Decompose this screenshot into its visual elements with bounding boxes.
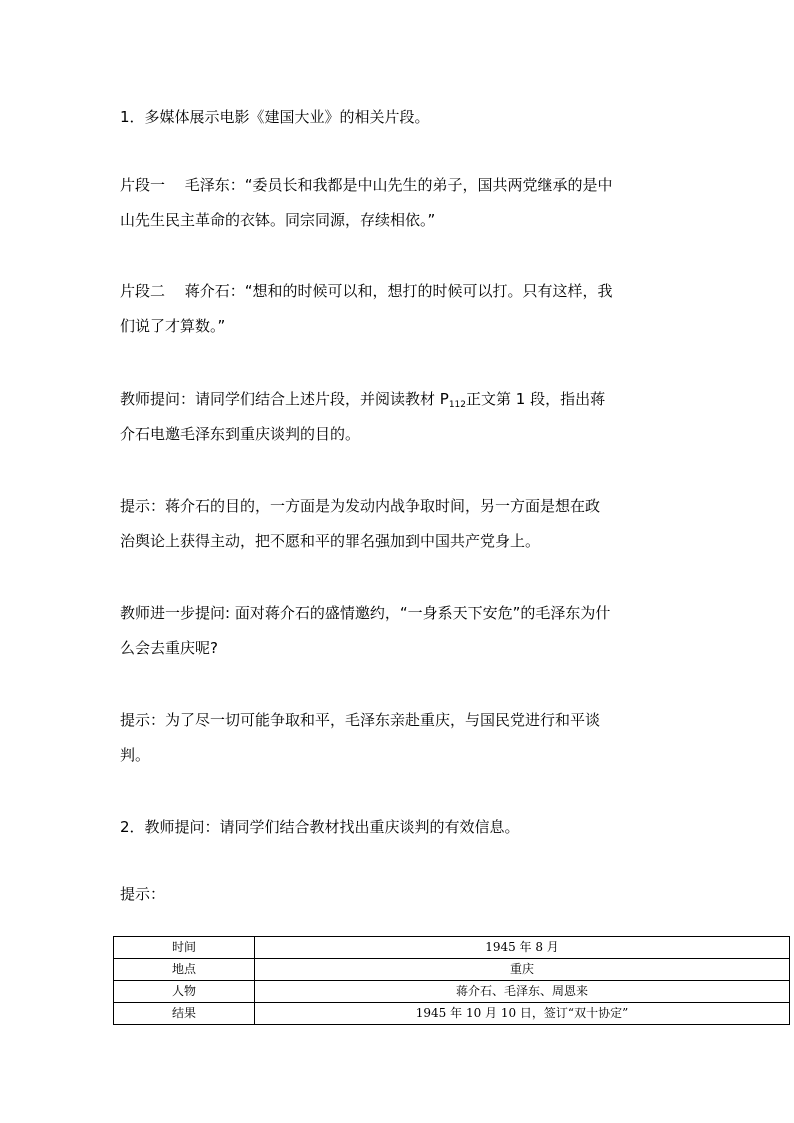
segment-1-paragraph — [120, 168, 676, 238]
segment-2-line-2: 们说了才算数。” — [120, 317, 226, 335]
hint-2-paragraph — [120, 703, 676, 773]
table-value-cell: 1945 年 8 月 — [255, 937, 790, 959]
question-2-line-1: 教师进一步提问: 面对蒋介石的盛情邀约，“一身系天下安危”的毛泽东为什 — [120, 604, 611, 622]
page-subscript: 112 — [448, 400, 467, 410]
table-row — [114, 981, 790, 1003]
segment-2-paragraph — [120, 274, 676, 344]
question-1-line-1 — [120, 382, 676, 417]
question-2-line-2: 么会去重庆呢? — [120, 639, 218, 657]
table-value-cell: 1945 年 10 月 10 日，签订“双十协定” — [255, 1003, 790, 1025]
table-row — [114, 1003, 790, 1025]
hint-1-paragraph — [120, 489, 676, 559]
hint-1-line-2: 治舆论上获得主动，把不愿和平的罪名强加到中国共产党身上。 — [120, 532, 541, 550]
hint-1-line-1: 提示：蒋介石的目的，一方面是为发动内战争取时间，另一方面是想在政 — [120, 497, 601, 515]
table-label-cell: 时间 — [114, 937, 255, 959]
hint-3-text: 提示： — [120, 885, 166, 903]
hint-2-line-2: 判。 — [120, 746, 151, 764]
hint-2-line-1: 提示：为了尽一切可能争取和平，毛泽东亲赴重庆，与国民党进行和平谈 — [120, 711, 601, 729]
question-1-prefix: 教师提问：请同学们结合上述片段，并阅读教材 P — [120, 390, 449, 408]
hint-3-paragraph — [120, 877, 676, 912]
question-2-paragraph — [120, 596, 676, 666]
table-label-cell: 结果 — [114, 1003, 255, 1025]
item-1-paragraph — [120, 100, 676, 135]
segment-1-line-1: 片段一 毛泽东：“委员长和我都是中山先生的弟子，国共两党继承的是中 — [120, 176, 613, 194]
item-2-text: 2．教师提问：请同学们结合教材找出重庆谈判的有效信息。 — [120, 818, 520, 836]
item-2-paragraph — [120, 810, 676, 845]
table-label-cell: 地点 — [114, 959, 255, 981]
talks-info-table — [113, 936, 790, 1025]
table-value-cell: 蒋介石、毛泽东、周恩来 — [255, 981, 790, 1003]
segment-2-line-1: 片段二 蒋介石：“想和的时候可以和，想打的时候可以打。只有这样，我 — [120, 282, 613, 300]
table-value-cell: 重庆 — [255, 959, 790, 981]
item-1-text: 1．多媒体展示电影《建国大业》的相关片段。 — [120, 108, 430, 126]
question-1-paragraph — [120, 382, 676, 452]
segment-1-line-2: 山先生民主革命的衣钵。同宗同源，存续相依。” — [120, 211, 436, 229]
question-1-line-2: 介石电邀毛泽东到重庆谈判的目的。 — [120, 425, 361, 443]
table-row — [114, 959, 790, 981]
table-row — [114, 937, 790, 959]
table-label-cell: 人物 — [114, 981, 255, 1003]
question-1-suffix: 正文第 1 段，指出蒋 — [466, 390, 606, 408]
